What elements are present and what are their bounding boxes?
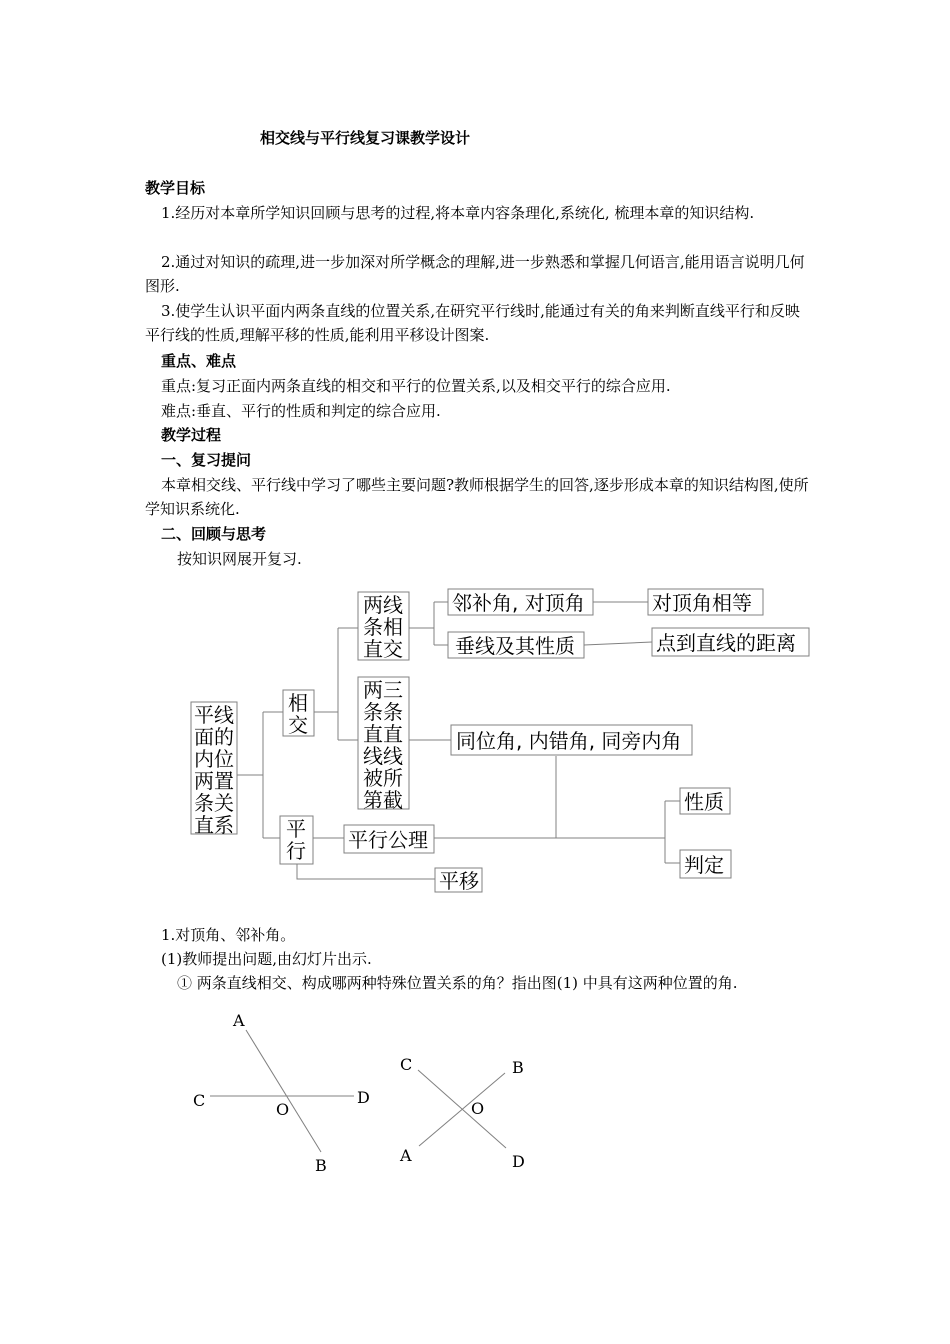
process-heading: 教学过程 bbox=[161, 426, 222, 444]
figure1-line-ab bbox=[246, 1030, 321, 1152]
figure1-label-b: B bbox=[315, 1156, 327, 1175]
section2-heading: 二、回顾与思考 bbox=[161, 525, 267, 543]
figure-2 bbox=[399, 1055, 525, 1171]
vertical-equal-label: 对顶角相等 bbox=[652, 591, 752, 615]
adjacent-vertical-label: 邻补角, 对顶角 bbox=[452, 591, 585, 615]
figure1-label-c: C bbox=[193, 1091, 206, 1110]
key-point-text: 重点:复习正面内两条直线的相交和平行的位置关系,以及相交平行的综合应用. bbox=[161, 377, 671, 395]
parallel-label: 平 行 bbox=[286, 817, 306, 863]
figure2-label-o: O bbox=[471, 1099, 485, 1118]
axiom-branch-connector bbox=[434, 756, 680, 863]
intersect-label: 相 交 bbox=[288, 691, 308, 737]
axiom-label: 平行公理 bbox=[348, 828, 428, 852]
objective-1: 1.经历对本章所学知识回顾与思考的过程,将本章内容条理化,系统化, 梳理本章的知识结构. bbox=[161, 204, 755, 222]
root-label: 平线 面的 内位 两置 条关 直系 bbox=[194, 703, 234, 837]
section1-text: 本章相交线、平行线中学习了哪些主要问题?教师根据学生的回答,逐步形成本章的知识结构图,使所学知识系统化. bbox=[145, 476, 809, 518]
figure2-label-b: B bbox=[512, 1058, 524, 1077]
two-lines-label: 两线 条相 直交 bbox=[363, 593, 403, 661]
angles-label: 同位角, 内错角, 同旁内角 bbox=[456, 729, 682, 753]
figure1-label-o: O bbox=[276, 1100, 290, 1119]
three-lines-label: 两三 条条 直直 线线 被所 第截 bbox=[363, 678, 403, 812]
item1-text: 1.对顶角、邻补角。 bbox=[161, 926, 296, 944]
translation-label: 平移 bbox=[439, 869, 479, 893]
key-points-heading: 重点、难点 bbox=[161, 352, 237, 370]
distance-label: 点到直线的距离 bbox=[656, 631, 796, 655]
section2-text: 按知识网展开复习. bbox=[177, 550, 302, 568]
figure2-label-d: D bbox=[512, 1152, 525, 1171]
question-text: ① 两条直线相交、构成哪两种特殊位置关系的角？指出图(1) 中具有这两种位置的角. bbox=[177, 974, 738, 992]
root-connector bbox=[237, 712, 283, 838]
figure-1 bbox=[193, 1011, 370, 1175]
perpendicular-label: 垂线及其性质 bbox=[455, 634, 575, 658]
objectives-heading: 教学目标 bbox=[145, 179, 206, 197]
perpendicular-connector bbox=[584, 642, 652, 645]
item1-1-text: (1)教师提出问题,由幻灯片出示. bbox=[161, 950, 372, 968]
figure2-label-c: C bbox=[400, 1055, 413, 1074]
figure2-label-a: A bbox=[400, 1146, 412, 1165]
objective-2: 2.通过对知识的疏理,进一步加深对所学概念的理解,进一步熟悉和掌握几何语言,能用语言说明几何图形. bbox=[145, 253, 805, 295]
property-label: 性质 bbox=[684, 790, 724, 814]
section1-heading: 一、复习提问 bbox=[161, 451, 252, 469]
figure1-label-d: D bbox=[357, 1088, 370, 1107]
translation-connector bbox=[297, 864, 435, 879]
objective-3: 3.使学生认识平面内两条直线的位置关系,在研究平行线时,能通过有关的角来判断直线平行和反映平行线的性质,理解平移的性质,能利用平移设计图案. bbox=[145, 302, 800, 344]
difficult-point-text: 难点:垂直、平行的性质和判定的综合应用. bbox=[161, 402, 441, 420]
figure1-label-a: A bbox=[233, 1011, 245, 1030]
judgment-label: 判定 bbox=[684, 853, 724, 877]
page-title: 相交线与平行线复习课教学设计 bbox=[260, 129, 471, 147]
intersect-connector bbox=[314, 628, 358, 740]
two-lines-connector bbox=[409, 602, 448, 645]
